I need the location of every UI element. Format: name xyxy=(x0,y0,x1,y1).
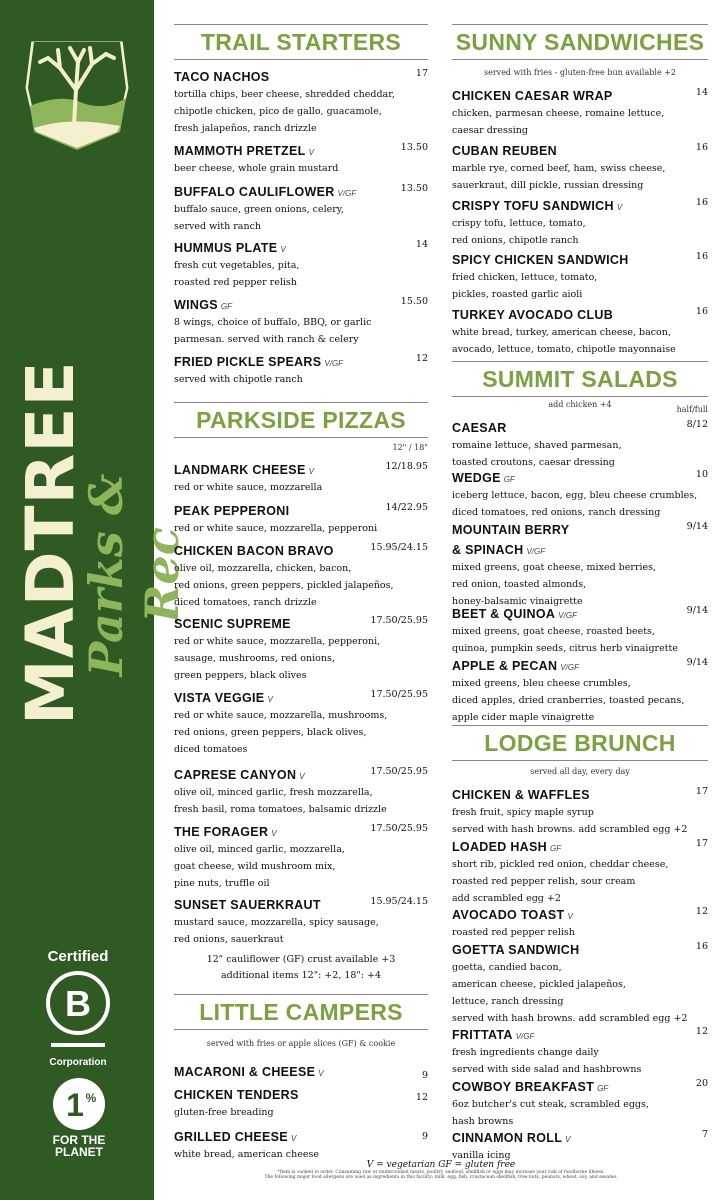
menu-item-description: avocado, lettuce, tomato, chipotle mayonnaise xyxy=(452,344,676,355)
section-title: LODGE BRUNCH xyxy=(484,730,676,756)
menu-item-name: MOUNTAIN BERRY xyxy=(452,523,570,537)
menu-item-header xyxy=(452,85,708,105)
menu-item-description: buffalo sauce, green onions, celery, xyxy=(174,204,344,215)
menu-item xyxy=(174,140,428,177)
section-header-summit-salads xyxy=(452,361,708,397)
menu-item xyxy=(174,237,428,291)
menu-item xyxy=(452,467,708,521)
menu-item-price: 12 xyxy=(695,1026,708,1037)
menu-item-description: vanilla icing xyxy=(452,1150,511,1161)
menu-item-description: red or white sauce, mozzarella xyxy=(174,482,323,493)
menu-item-description: sauerkraut, dill pickle, russian dressing xyxy=(452,180,644,191)
menu-item-header xyxy=(452,304,708,324)
menu-item xyxy=(452,85,708,139)
menu-item-description: 8 wings, choice of buffalo, BBQ, or garlic xyxy=(174,317,372,328)
menu-item-description: fresh jalapeños, ranch drizzle xyxy=(174,123,317,134)
menu-item-header xyxy=(452,1076,708,1096)
menu-item-price: 7 xyxy=(701,1129,708,1140)
menu-item-header xyxy=(452,417,708,437)
menu-item-description: fresh cut vegetables, pita, xyxy=(174,260,300,271)
menu-item xyxy=(452,904,708,941)
bcorp-corporation-label: Corporation xyxy=(49,1057,107,1068)
menu-item-description: roasted red pepper relish xyxy=(174,277,297,288)
section-title: SUNNY SANDWICHES xyxy=(455,29,705,55)
menu-item-name-line-2: & SPINACH xyxy=(452,543,524,557)
menu-item-name: CAPRESE CANYON xyxy=(174,768,297,782)
menu-item xyxy=(452,655,708,726)
menu-item-name: FRIED PICKLE SPEARS xyxy=(174,355,322,369)
menu-item-name: VISTA VEGGIE xyxy=(174,691,265,705)
menu-item-name: LOADED HASH xyxy=(452,840,547,854)
one-percent-text xyxy=(40,1134,118,1158)
menu-item-name: COWBOY BREAKFAST xyxy=(452,1080,595,1094)
menu-item-header xyxy=(452,249,708,269)
menu-item-header xyxy=(452,904,708,924)
menu-item-name: WEDGE xyxy=(452,471,501,485)
menu-item-price: 10 xyxy=(695,469,708,480)
menu-item-description: fried chicken, lettuce, tomato, xyxy=(452,272,598,283)
dietary-key: V = vegetarian GF = gluten free xyxy=(366,1160,516,1170)
menu-item-header xyxy=(174,66,428,86)
one-percent-text-1: FOR THE xyxy=(52,1133,106,1147)
menu-item xyxy=(452,784,708,838)
menu-item-description: green peppers, black olives xyxy=(174,670,307,681)
footer-disclaimer-1: *Item is cooked to order. Consuming raw or undercooked meats, poultry, seafood, shellfish or eggs may increase your risk of foodborne illness. xyxy=(277,1170,605,1175)
menu-item-name: FRITTATA xyxy=(452,1028,513,1042)
dietary-tag: V/GF xyxy=(526,547,546,556)
menu-item-name: BEET & QUINOA xyxy=(452,607,556,621)
menu-item-description: white bread, turkey, american cheese, bacon, xyxy=(452,327,671,338)
menu-item xyxy=(452,1076,708,1130)
brunch-note: served all day, every day xyxy=(530,767,630,776)
menu-item xyxy=(452,1127,708,1164)
menu-item-header xyxy=(452,140,708,160)
menu-item-header xyxy=(452,1127,708,1147)
menu-item-description: hash browns xyxy=(452,1116,514,1127)
dietary-tag: V/GF xyxy=(337,189,357,198)
menu-item xyxy=(452,519,708,610)
dietary-tag: V xyxy=(567,912,573,921)
menu-item xyxy=(452,836,708,907)
menu-item-price: 16 xyxy=(695,142,708,153)
menu-item xyxy=(174,351,428,388)
section-title: PARKSIDE PIZZAS xyxy=(196,407,406,433)
dietary-tag: V xyxy=(565,1135,571,1144)
menu-item xyxy=(174,1061,428,1081)
tree-logo-icon xyxy=(20,28,134,154)
menu-item-name: WINGS xyxy=(174,298,218,312)
menu-item-description: gluten-free breading xyxy=(174,1107,274,1118)
menu-item-name: CRISPY TOFU SANDWICH xyxy=(452,199,614,213)
menu-item-name: MAMMOTH PRETZEL xyxy=(174,144,306,158)
menu-item-price: 13.50 xyxy=(400,142,428,153)
menu-item-description: add scrambled egg +2 xyxy=(452,893,561,904)
menu-item-name: PEAK PEPPERONI xyxy=(174,504,290,518)
menu-item xyxy=(174,1126,428,1163)
one-percent-symbol: % xyxy=(85,1091,97,1105)
menu-item-description: goat cheese, wild mushroom mix, xyxy=(174,861,336,872)
menu-item xyxy=(174,687,428,758)
menu-item-name: APPLE & PECAN xyxy=(452,659,558,673)
bcorp-b-icon xyxy=(45,969,111,1055)
menu-item-name: LANDMARK CHEESE xyxy=(174,463,306,477)
section-header-lodge-brunch xyxy=(452,725,708,761)
menu-item-price: 14 xyxy=(415,239,428,250)
menu-item xyxy=(174,66,428,137)
menu-item-price: 17.50/25.95 xyxy=(370,823,428,834)
menu-item-description: diced tomatoes xyxy=(174,744,248,755)
menu-item-price: 9 xyxy=(421,1131,428,1142)
menu-item-price: 17 xyxy=(695,838,708,849)
menu-item-price: 16 xyxy=(695,197,708,208)
menu-item-price: 15.50 xyxy=(400,296,428,307)
menu-item-price: 9/14 xyxy=(686,605,708,616)
dietary-tag: V xyxy=(299,772,305,781)
menu-item-description: pickles, roasted garlic aioli xyxy=(452,289,583,300)
menu-item-description: red onion, toasted almonds, xyxy=(452,579,587,590)
menu-item-name: SCENIC SUPREME xyxy=(174,617,291,631)
menu-item-description: red or white sauce, mozzarella, pepperoni, xyxy=(174,636,381,647)
sidebar xyxy=(0,0,189,1200)
menu-item-description: olive oil, minced garlic, mozzarella, xyxy=(174,844,345,855)
menu-item-description: 6oz butcher's cut steak, scrambled eggs, xyxy=(452,1099,649,1110)
menu-item-name: CHICKEN TENDERS xyxy=(174,1088,299,1102)
menu-item-description: parmesan. served with ranch & celery xyxy=(174,334,359,345)
menu-item-price: 16 xyxy=(695,941,708,952)
menu-item xyxy=(174,1084,428,1121)
menu-item-price: 17 xyxy=(695,786,708,797)
menu-item-description: chicken, parmesan cheese, romaine lettuce, xyxy=(452,108,665,119)
menu-item-description: fresh basil, roma tomatoes, balsamic drizzle xyxy=(174,804,387,815)
menu-item-description: diced tomatoes, ranch drizzle xyxy=(174,597,317,608)
menu-item-name: CAESAR xyxy=(452,421,507,435)
menu-item-description: mixed greens, bleu cheese crumbles, xyxy=(452,678,631,689)
dietary-tag: V/GF xyxy=(560,663,579,672)
menu-item-description: iceberg lettuce, bacon, egg, bleu cheese crumbles, xyxy=(452,490,698,501)
menu-item-description: red or white sauce, mozzarella, pepperoni xyxy=(174,523,378,534)
dietary-tag: V xyxy=(290,1134,297,1143)
menu-item-description: served with hash browns. add scrambled egg +2 xyxy=(452,1013,688,1024)
menu-item-price: 15.95/24.15 xyxy=(370,896,428,907)
menu-item-description: red onions, chipotle ranch xyxy=(452,235,579,246)
menu-item-description: olive oil, mozzarella, chicken, bacon, xyxy=(174,563,352,574)
menu-item-header xyxy=(174,1126,428,1146)
menu-item xyxy=(452,603,708,657)
menu-item-description: roasted red pepper relish xyxy=(452,927,575,938)
menu-item-header xyxy=(452,836,708,856)
menu-item-header xyxy=(174,1084,428,1104)
menu-item-name: CUBAN REUBEN xyxy=(452,144,557,158)
menu-item-description: served with chipotle ranch xyxy=(174,374,303,385)
menu-item-price: 9/14 xyxy=(686,657,708,668)
menu-item xyxy=(452,140,708,194)
menu-item-header xyxy=(174,140,428,160)
footer-disclaimer-2: The following major food allergens are used as ingredients in this facility: milk, egg, fish, crustacean shellfish, tree nuts, peanuts, wheat, soy, and sesame. xyxy=(264,1175,618,1180)
menu-item-header xyxy=(452,1024,708,1044)
menu-item-description: sausage, mushrooms, red onions, xyxy=(174,653,335,664)
bcorp-certified-label: Certified xyxy=(47,948,109,965)
dietary-tag: V xyxy=(616,203,623,212)
menu-item-price: 17.50/25.95 xyxy=(370,766,428,777)
menu-item-description: caesar dressing xyxy=(452,125,528,136)
menu-item xyxy=(174,821,428,892)
menu-item-description: pine nuts, truffle oil xyxy=(174,878,270,889)
menu-item-price: 13.50 xyxy=(400,183,428,194)
menu-item-header xyxy=(174,351,428,371)
menu-item xyxy=(174,764,428,818)
salads-size-note: half/full xyxy=(676,405,708,414)
menu-item-name: THE FORAGER xyxy=(174,825,269,839)
pizza-footnote-line-2: additional items 12": +2, 18": +4 xyxy=(220,970,382,981)
menu-item-description: chipotle chicken, pico de gallo, guacamole, xyxy=(174,106,382,117)
menu-item-description: mixed greens, goat cheese, roasted beets, xyxy=(452,626,655,637)
menu-item-description: honey-balsamic vinaigrette xyxy=(452,596,583,607)
menu-item-description: lettuce, ranch dressing xyxy=(452,996,564,1007)
menu-item-description: american cheese, pickled jalapeños, xyxy=(452,979,626,990)
sandwiches-note: served with fries - gluten-free bun available +2 xyxy=(484,68,676,77)
pizza-size-note: 12" / 18" xyxy=(392,443,428,452)
menu-item-description: red or white sauce, mozzarella, mushrooms, xyxy=(174,710,388,721)
menu-item xyxy=(174,459,428,496)
menu-item-price: 9 xyxy=(421,1070,428,1081)
dietary-tag: V/GF xyxy=(515,1032,535,1041)
section-header-sunny-sandwiches xyxy=(452,24,708,60)
menu-item-price: 12 xyxy=(695,906,708,917)
menu-item-price: 17 xyxy=(415,68,428,79)
menu-item xyxy=(174,613,428,684)
menu-item xyxy=(174,500,428,537)
menu-item-name: TURKEY AVOCADO CLUB xyxy=(452,308,614,322)
menu-item-header xyxy=(174,1061,428,1081)
bcorp-badge xyxy=(38,948,118,1068)
menu-item-description: romaine lettuce, shaved parmesan, xyxy=(452,440,622,451)
one-percent-badge xyxy=(40,1076,118,1158)
menu-item-header xyxy=(174,237,428,257)
menu-item-header xyxy=(452,939,708,959)
menu-item-header xyxy=(452,519,708,559)
menu-item-name: TACO NACHOS xyxy=(174,70,270,84)
menu-item-header xyxy=(174,181,428,201)
menu-item-description: red onions, sauerkraut xyxy=(174,934,284,945)
menu-item-price: 8/12 xyxy=(686,419,708,430)
menu-item xyxy=(452,249,708,303)
dietary-tag: V xyxy=(280,245,286,254)
menu-item xyxy=(452,1024,708,1078)
one-percent-number: 1 xyxy=(66,1087,84,1123)
menu-item-price: 12/18.95 xyxy=(385,461,428,472)
menu-item-price: 16 xyxy=(695,306,708,317)
menu-item-description: served with ranch xyxy=(174,221,262,232)
menu-item-description: crispy tofu, lettuce, tomato, xyxy=(452,218,586,229)
menu-item-description: red onions, green peppers, black olives, xyxy=(174,727,367,738)
menu-item-header xyxy=(452,784,708,804)
menu-item-header xyxy=(452,195,708,215)
section-header-little-campers xyxy=(174,994,428,1030)
pizza-footnote xyxy=(174,952,428,984)
menu-item-description: diced apples, dried cranberries, toasted pecans, xyxy=(452,695,685,706)
one-percent-icon xyxy=(51,1076,107,1132)
menu-item-header xyxy=(452,467,708,487)
menu-item-name: CHICKEN & WAFFLES xyxy=(452,788,590,802)
menu-item-description: marble rye, corned beef, ham, swiss cheese, xyxy=(452,163,666,174)
menu-item-description: short rib, pickled red onion, cheddar cheese, xyxy=(452,859,669,870)
menu-item-price: 20 xyxy=(695,1078,708,1089)
menu-item-description: red onions, green peppers, pickled jalapeños, xyxy=(174,580,394,591)
menu-item-header xyxy=(174,294,428,314)
dietary-tag: V xyxy=(308,467,314,476)
dietary-tag: V xyxy=(308,148,314,157)
menu-item-name: HUMMUS PLATE xyxy=(174,241,278,255)
menu-item-description: roasted red pepper relish, sour cream xyxy=(452,876,636,887)
section-header-trail-starters xyxy=(174,24,428,60)
menu-item-description: fresh ingredients change daily xyxy=(452,1047,599,1058)
section-title: SUMMIT SALADS xyxy=(482,366,678,392)
menu-item-price: 14 xyxy=(695,87,708,98)
menu-item-price: 12 xyxy=(415,1092,428,1103)
brand-name: MADTREE xyxy=(12,360,89,725)
little-campers-note: served with fries or apple slices (GF) & cookie xyxy=(206,1039,396,1048)
menu-item-name: CHICKEN CAESAR WRAP xyxy=(452,89,613,103)
brand-subname: Parks & Rec xyxy=(79,473,189,677)
menu-item-price: 17.50/25.95 xyxy=(370,615,428,626)
menu-item xyxy=(174,294,428,348)
dietary-tag: GF xyxy=(503,475,515,484)
dietary-tag: GF xyxy=(597,1084,609,1093)
menu-item-description: mustard sauce, mozzarella, spicy sausage, xyxy=(174,917,379,928)
menu-item-price: 9/14 xyxy=(686,521,708,532)
dietary-tag: V xyxy=(318,1069,324,1078)
section-header-parkside-pizzas xyxy=(174,402,428,438)
menu-item-name: GRILLED CHEESE xyxy=(174,1130,288,1144)
bcorp-letter: B xyxy=(65,983,91,1024)
menu-item-description: diced tomatoes, red onions, ranch dressing xyxy=(452,507,661,518)
menu-item-name: SPICY CHICKEN SANDWICH xyxy=(452,253,629,267)
menu-item-description: tortilla chips, beer cheese, shredded cheddar, xyxy=(174,89,395,100)
dietary-tag: V xyxy=(267,695,273,704)
menu-item xyxy=(452,304,708,358)
one-percent-text-2: PLANET xyxy=(55,1145,103,1159)
dietary-tag: V xyxy=(271,829,277,838)
menu-item-price: 17.50/25.95 xyxy=(370,689,428,700)
menu-item xyxy=(174,181,428,235)
menu-item-description: beer cheese, whole grain mustard xyxy=(174,163,339,174)
menu-item-description: quinoa, pumpkin seeds, citrus herb vinaigrette xyxy=(452,643,678,654)
menu-item-description: olive oil, minced garlic, fresh mozzarella, xyxy=(174,787,373,798)
menu-item-price: 14/22.95 xyxy=(385,502,428,513)
menu-item xyxy=(174,540,428,611)
menu-item xyxy=(452,195,708,249)
menu-item-description: white bread, american cheese xyxy=(174,1149,319,1160)
menu-item-description: toasted croutons, caesar dressing xyxy=(452,457,615,468)
menu-item-description: served with hash browns. add scrambled egg +2 xyxy=(452,824,688,835)
menu-item-name: MACARONI & CHEESE xyxy=(174,1065,316,1079)
menu-item-description: apple cider maple vinaigrette xyxy=(452,712,595,723)
pizza-footnote-line-1: 12" cauliflower (GF) crust available +3 xyxy=(206,954,396,965)
menu-item-price: 12 xyxy=(415,353,428,364)
dietary-tag: GF xyxy=(549,844,562,853)
menu-item-name: BUFFALO CAULIFLOWER xyxy=(174,185,335,199)
menu-item xyxy=(452,939,708,1027)
menu-item-description: mixed greens, goat cheese, mixed berries, xyxy=(452,562,657,573)
menu-item-name: SUNSET SAUERKRAUT xyxy=(174,898,321,912)
menu-item-name: CINNAMON ROLL xyxy=(452,1131,563,1145)
dietary-tag: GF xyxy=(220,302,232,311)
menu-item-description: served with side salad and hashbrowns xyxy=(452,1064,642,1075)
menu-item-description: fresh fruit, spicy maple syrup xyxy=(452,807,594,818)
menu-item-name: GOETTA SANDWICH xyxy=(452,943,580,957)
menu-item xyxy=(174,894,428,948)
menu-item-price: 16 xyxy=(695,251,708,262)
menu-item-header xyxy=(452,655,708,675)
menu-item-header xyxy=(452,603,708,623)
salads-note: add chicken +4 xyxy=(548,400,612,409)
section-title: TRAIL STARTERS xyxy=(200,29,402,55)
menu-item-name: AVOCADO TOAST xyxy=(452,908,565,922)
dietary-tag: V/GF xyxy=(324,359,344,368)
menu-item-name: CHICKEN BACON BRAVO xyxy=(174,544,334,558)
menu-item-description: goetta, candied bacon, xyxy=(452,962,562,973)
footer xyxy=(174,1160,708,1180)
section-title: LITTLE CAMPERS xyxy=(199,999,403,1025)
dietary-tag: V/GF xyxy=(558,611,577,620)
menu-item-price: 15.95/24.15 xyxy=(370,542,428,553)
menu-item xyxy=(452,417,708,471)
